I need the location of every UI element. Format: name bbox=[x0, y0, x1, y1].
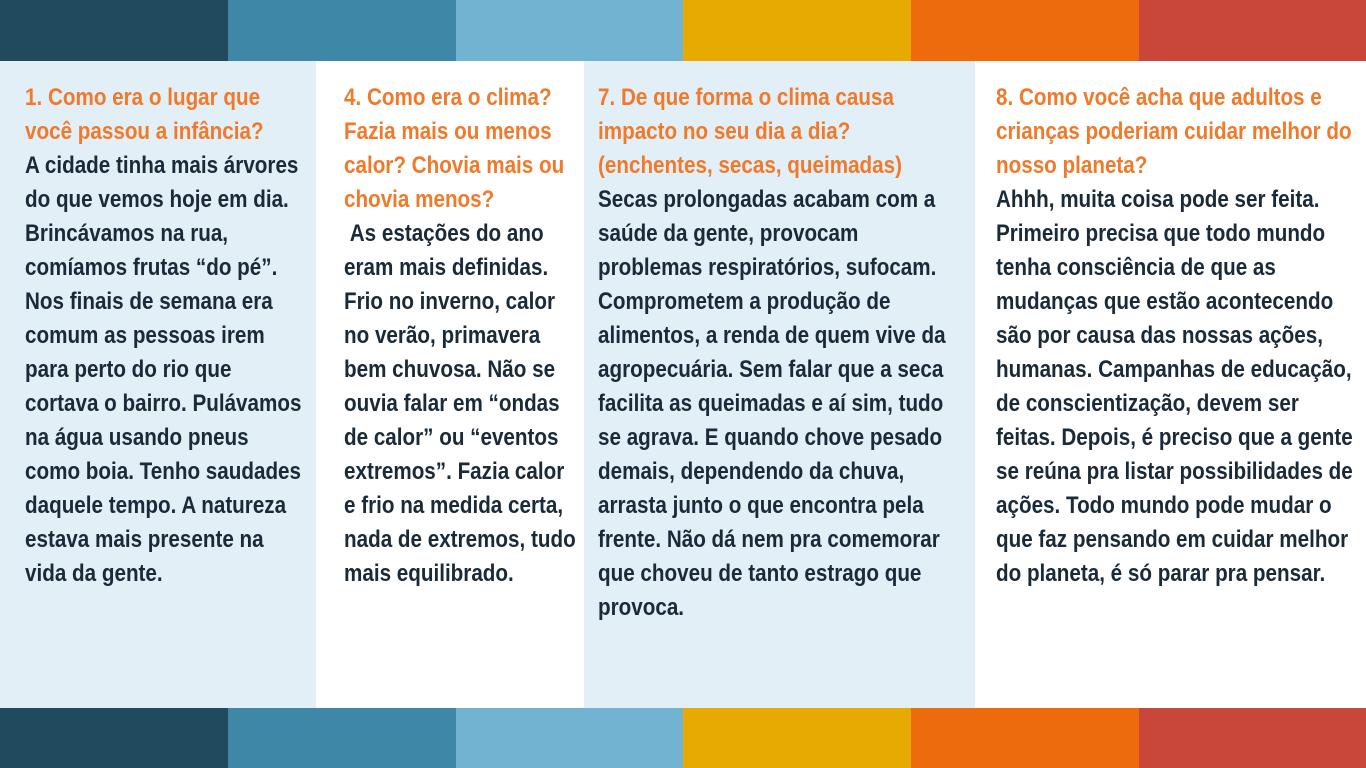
stripe-segment-red bbox=[1139, 0, 1366, 61]
stripe-segment-orange bbox=[911, 0, 1139, 61]
bottom-color-stripe bbox=[0, 708, 1366, 768]
question-heading: 1. Como era o lugar que você passou a infância? bbox=[25, 84, 264, 145]
question-card-7 bbox=[584, 61, 975, 708]
stripe-segment-orange bbox=[911, 708, 1139, 768]
answer-text: A cidade tinha mais árvores do que vemos hoje em dia. Brincávamos na rua, comíamos frutas “do pé”. Nos finais de semana era comum as pessoas irem para perto do rio que cortava o bairro. Pulávamos na água usando pneus como boia. Tenho saudades daquele tempo. A natureza estava mais presente na vida da gente. bbox=[25, 152, 308, 587]
answer-text: As estações do ano eram mais definidas. Frio no inverno, calor no verão, primavera bem chuvosa. Não se ouvia falar em “ondas de calor” ou “eventos extremos”. Fazia calor e frio na medida certa, nada de extremos, tudo mais equilibrado. bbox=[344, 220, 582, 587]
stripe-segment-yellow bbox=[683, 0, 911, 61]
question-heading: 8. Como você acha que adultos e crianças poderiam cuidar melhor do nosso planeta? bbox=[996, 84, 1352, 179]
stripe-segment-dark-teal bbox=[0, 708, 228, 768]
top-color-stripe bbox=[0, 0, 1366, 61]
answer-text: Ahhh, muita coisa pode ser feita. Primeiro precisa que todo mundo tenha consciência de que as mudanças que estão acontecendo são por causa das nossas ações, humanas. Campanhas de educação, de conscientização, devem ser feitas. Depois, é preciso que a gente se reúna pra listar possibilidades de ações. Todo mundo pode mudar o que faz pensando em cuidar melhor do planeta, é só parar pra pensar. bbox=[996, 186, 1359, 587]
question-heading: 4. Como era o clima? Fazia mais ou menos calor? Chovia mais ou chovia menos? bbox=[344, 84, 565, 213]
stripe-segment-light-blue bbox=[456, 0, 683, 61]
question-heading: 7. De que forma o clima causa impacto no seu dia a dia? (enchentes, secas, queimadas) bbox=[598, 84, 902, 179]
question-card-1 bbox=[0, 61, 316, 708]
stripe-segment-red bbox=[1139, 708, 1366, 768]
question-cards bbox=[0, 61, 1366, 708]
question-card-4 bbox=[316, 61, 584, 708]
stripe-segment-light-blue bbox=[456, 708, 683, 768]
question-card-8 bbox=[975, 61, 1366, 708]
stripe-segment-blue bbox=[228, 0, 456, 61]
answer-text: Secas prolongadas acabam com a saúde da gente, provocam problemas respiratórios, sufocam. Comprometem a produção de alimentos, a renda de quem vive da agropecuária. Sem falar que a seca facilita as queimadas e aí sim, tudo se agrava. E quando chove pesado demais, dependendo da chuva, arrasta junto o que encontra pela frente. Não dá nem pra comemorar que choveu de tanto estrago que provoca. bbox=[598, 186, 952, 621]
stripe-segment-dark-teal bbox=[0, 0, 228, 61]
stripe-segment-blue bbox=[228, 708, 456, 768]
stripe-segment-yellow bbox=[683, 708, 911, 768]
